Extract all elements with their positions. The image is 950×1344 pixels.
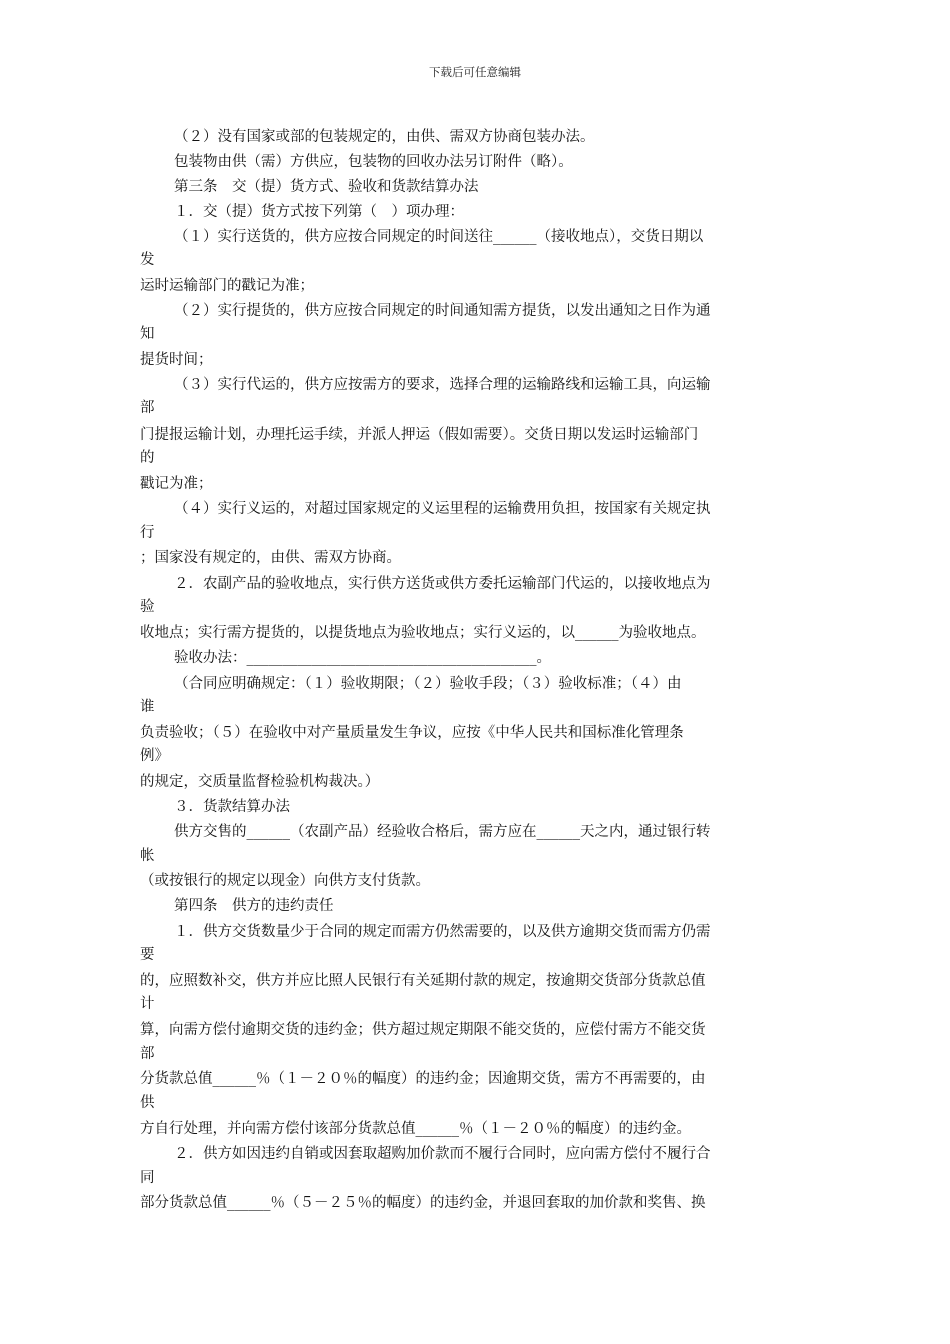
text-line: 部 <box>140 400 155 416</box>
text-line: 发 <box>140 252 155 268</box>
text-line: 的，应照数补交，供方并应比照人民银行有关延期付款的规定，按逾期交货部分货款总值 <box>140 973 706 989</box>
text-line: （１）实行送货的，供方应按合同规定的时间送往______（接收地点），交货日期以 <box>174 229 704 245</box>
text-line: 分货款总值______％（１－２０％的幅度）的违约金；因逾期交货，需方不再需要的，由 <box>140 1071 706 1087</box>
text-line: 例》 <box>140 748 169 764</box>
page-header: 下载后可任意编辑 <box>429 65 521 79</box>
text-line: 计 <box>140 996 155 1012</box>
text-line: 戳记为准； <box>140 476 213 492</box>
text-line: 第四条 供方的违约责任 <box>174 898 334 914</box>
text-line: 第三条 交（提）货方式、验收和货款结算办法 <box>174 179 479 195</box>
text-line: 帐 <box>140 848 155 864</box>
text-line: （２）没有国家或部的包装规定的，由供、需双方协商包装办法。 <box>174 129 595 145</box>
text-line: 部 <box>140 1046 155 1062</box>
text-line: ３．货款结算办法 <box>174 799 290 815</box>
text-line: 收地点；实行需方提货的，以提货地点为验收地点；实行义运的，以______为验收地点。 <box>140 625 706 641</box>
text-line: 谁 <box>140 699 155 715</box>
text-line: （合同应明确规定：（１）验收期限；（２）验收手段；（３）验收标准；（４）由 <box>174 676 682 692</box>
text-line: （或按银行的规定以现金）向供方支付货款。 <box>140 873 430 889</box>
text-line: 提货时间； <box>140 352 213 368</box>
text-line: 算，向需方偿付逾期交货的违约金；供方超过规定期限不能交货的，应偿付需方不能交货 <box>140 1022 706 1038</box>
text-line: 的规定，交质量监督检验机构裁决。） <box>140 774 380 790</box>
text-line: 知 <box>140 326 155 342</box>
text-line: 部分货款总值______％（５－２５％的幅度）的违约金，并退回套取的加价款和奖售、换 <box>140 1195 706 1211</box>
text-line: （３）实行代运的，供方应按需方的要求，选择合理的运输路线和运输工具，向运输 <box>174 377 711 393</box>
text-line: 负责验收；（５）在验收中对产量质量发生争议，应按《中华人民共和国标准化管理条 <box>140 725 684 741</box>
text-line: 包装物由供（需）方供应，包装物的回收办法另订附件（略）。 <box>174 154 573 170</box>
text-line: 运时运输部门的戳记为准； <box>140 278 314 294</box>
text-line: 行 <box>140 525 155 541</box>
text-line: ２．农副产品的验收地点，实行供方送货或供方委托运输部门代运的，以接收地点为 <box>174 576 711 592</box>
text-line: ；国家没有规定的，由供、需双方协商。 <box>140 550 401 566</box>
text-line: １．交（提）货方式按下列第（ ）项办理： <box>174 204 464 220</box>
text-line: ２．供方如因违约自销或因套取超购加价款而不履行合同时，应向需方偿付不履行合 <box>174 1146 711 1162</box>
text-line: 供 <box>140 1095 155 1111</box>
text-line: 门提报运输计划，办理托运手续，并派人押运（假如需要）。交货日期以发运时运输部门 <box>140 427 699 443</box>
text-line: 的 <box>140 450 155 466</box>
text-line: 同 <box>140 1170 155 1186</box>
text-line: 供方交售的______（农副产品）经验收合格后，需方应在______天之内，通过银行转 <box>174 824 711 840</box>
text-line: 验 <box>140 599 155 615</box>
text-line: 要 <box>140 947 155 963</box>
text-line: １．供方交货数量少于合同的规定而需方仍然需要的，以及供方逾期交货而需方仍需 <box>174 924 711 940</box>
text-line: 方自行处理，并向需方偿付该部分货款总值______％（１－２０％的幅度）的违约金。 <box>140 1121 691 1137</box>
text-line: （２）实行提货的，供方应按合同规定的时间通知需方提货，以发出通知之日作为通 <box>174 303 711 319</box>
text-line: 验收办法：________________________________________。 <box>174 650 551 666</box>
text-line: （４）实行义运的，对超过国家规定的义运里程的运输费用负担，按国家有关规定执 <box>174 501 711 517</box>
